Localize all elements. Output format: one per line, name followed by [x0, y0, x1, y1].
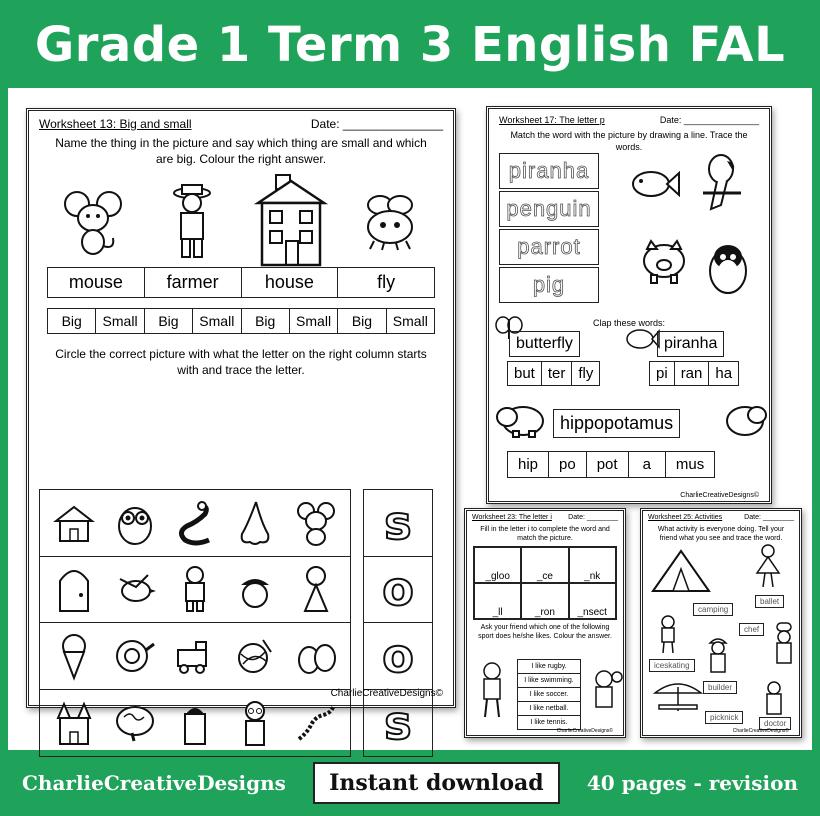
syllable: but — [508, 362, 542, 385]
acorn-icon — [234, 563, 276, 615]
footer — [0, 750, 820, 816]
syllable: mus — [675, 456, 705, 473]
credit: CharlieCreativeDesigns© — [680, 492, 759, 499]
date-field: Date: _______________ — [310, 117, 443, 131]
pig-icon — [637, 239, 691, 285]
boy-basketball-icon — [585, 669, 623, 725]
trace-letter: o — [364, 623, 432, 690]
word-grid — [473, 546, 617, 620]
trace-word: pig — [499, 267, 599, 303]
option-big: Big — [338, 309, 386, 333]
picnic-icon — [653, 681, 703, 717]
sport-option: I like rugby. — [518, 660, 580, 674]
word-cell: _ll — [474, 583, 521, 619]
chef-icon — [771, 623, 797, 667]
option-small: Small — [392, 313, 428, 329]
sport-option: I like swimming. — [518, 674, 580, 688]
snake-icon — [174, 497, 216, 549]
word-cell: _ce — [521, 547, 568, 583]
worksheet-25 — [640, 508, 802, 738]
trace-letter: s — [364, 490, 432, 557]
syllable: a — [629, 452, 666, 477]
word-row — [47, 267, 435, 298]
syllable: pi — [650, 362, 675, 385]
word-cell: mouse — [48, 268, 145, 297]
date-field: Date: ________ — [744, 514, 794, 521]
owl-icon — [114, 497, 156, 549]
fly-icon — [355, 181, 425, 261]
grid-row — [40, 623, 350, 690]
word-butterfly: butterfly — [516, 335, 573, 352]
icecream-icon — [53, 630, 95, 682]
bird-icon — [114, 563, 156, 615]
option-small: Small — [96, 309, 144, 333]
clap-instruction: Clap these words: — [592, 318, 666, 328]
mouse-icon — [58, 181, 128, 261]
train-icon — [174, 630, 216, 682]
instruction: Name the thing in the picture and say which thing are small and which are big. Colour the right answer. — [55, 136, 427, 166]
option-big: Big — [145, 309, 193, 333]
instruction: Circle the correct picture with what the letter on the right column starts with and trace the letter. — [55, 347, 427, 377]
grandmother-icon — [234, 697, 276, 749]
brand-name: CharlieCreativeDesigns — [22, 771, 286, 795]
label-iceskating: iceskating — [649, 659, 695, 672]
word-cell: _nk — [569, 547, 616, 583]
word-box — [553, 409, 680, 438]
instant-download-badge: Instant download — [313, 762, 560, 804]
instruction: What activity is everyone doing. Tell your friend what you see and trace the word. — [657, 526, 785, 542]
house-icon — [256, 181, 326, 261]
word-cell: _gloo — [474, 547, 521, 583]
girl-tennis-icon — [473, 661, 511, 721]
house-icon — [53, 497, 95, 549]
yarn-icon — [234, 630, 276, 682]
grid-row — [40, 557, 350, 624]
option-small: Small — [290, 309, 338, 333]
syllable: ha — [715, 365, 733, 382]
builder-icon — [705, 635, 731, 679]
word-cell: house — [242, 268, 339, 297]
label-doctor: doctor — [759, 717, 791, 730]
fish-icon — [629, 167, 679, 201]
word-cell: _ron — [521, 583, 568, 619]
trace-word: parrot — [499, 229, 599, 265]
sport-option: I like soccer. — [518, 688, 580, 702]
mouse-icon — [295, 497, 337, 549]
trace-letter: o — [364, 557, 432, 624]
doctor-icon — [761, 681, 787, 717]
syllable: fly — [578, 365, 594, 382]
sport-option: I like tennis. — [530, 719, 568, 726]
word-piranha: piranha — [664, 335, 718, 352]
syllable-row — [649, 361, 739, 386]
worksheet-17 — [486, 106, 772, 504]
date-field: Date: ________ — [568, 514, 618, 521]
label-ballet: ballet — [755, 595, 784, 608]
syllable-row — [507, 451, 715, 478]
word-cell: farmer — [145, 268, 242, 297]
fish-icon — [625, 327, 659, 351]
worksheet-heading: Worksheet 25: Activities — [648, 514, 723, 521]
credit: CharlieCreativeDesigns© — [330, 688, 443, 699]
castle-icon — [53, 697, 95, 749]
hippo-icon — [723, 399, 769, 439]
nose-icon — [234, 497, 276, 549]
picture-row — [29, 169, 453, 265]
sport-option: I like netball. — [518, 702, 580, 716]
option-small: Small — [193, 309, 241, 333]
page-count: 40 pages - revision — [586, 771, 798, 795]
skater-icon — [655, 615, 681, 655]
sport-list — [517, 659, 581, 730]
word-hippopotamus: hippopotamus — [560, 413, 674, 433]
date-field: Date: _______________ — [659, 115, 759, 125]
instruction: Match the word with the picture by drawing a line. Trace the words. — [510, 130, 748, 152]
door-icon — [53, 563, 95, 615]
worksheet-13 — [26, 108, 456, 750]
penguin-icon — [705, 237, 751, 297]
label-picknick: picknick — [705, 711, 743, 724]
instruction: Fill in the letter i to complete the word and match the picture. — [480, 526, 610, 542]
worksheet-23 — [464, 508, 626, 738]
hippo-icon — [495, 399, 547, 439]
label-chef: chef — [739, 623, 764, 636]
boy-icon — [174, 563, 216, 615]
instruction: Ask your friend which one of the following sport does he/she likes. Colour the answer. — [478, 624, 612, 640]
word-cell: fly — [377, 272, 396, 292]
salt-shaker-icon — [174, 697, 216, 749]
trace-letter: s — [384, 695, 412, 750]
worksheet-heading: Worksheet 23: The letter i — [472, 514, 552, 521]
rope-icon — [295, 697, 337, 749]
option-big: Big — [48, 309, 96, 333]
eggs-icon — [295, 630, 337, 682]
syllable: po — [549, 452, 587, 477]
syllable: pot — [587, 452, 629, 477]
syllable: ter — [542, 362, 573, 385]
word-box — [657, 331, 724, 357]
picture-grid — [39, 489, 351, 757]
farmer-icon — [157, 181, 227, 261]
worksheet-heading: Worksheet 13: Big and small — [39, 117, 192, 131]
label-camping: camping — [693, 603, 733, 616]
tent-icon — [649, 545, 713, 595]
brain-icon — [114, 697, 156, 749]
big-small-row — [47, 308, 435, 334]
ballerina-icon — [753, 543, 783, 589]
ham-icon — [114, 630, 156, 682]
syllable: ran — [675, 362, 710, 385]
word-box — [509, 331, 580, 357]
trace-word: penguin — [499, 191, 599, 227]
credit: CharlieCreativeDesigns© — [556, 728, 613, 734]
syllable: hip — [508, 452, 549, 477]
syllable-row — [507, 361, 600, 386]
grid-row — [40, 490, 350, 557]
grid-row — [40, 690, 350, 757]
girl-icon — [295, 563, 337, 615]
content-panel — [8, 88, 812, 750]
page-title: Grade 1 Term 3 English FAL — [34, 17, 786, 73]
option-big: Big — [242, 309, 290, 333]
credit: CharlieCreativeDesigns© — [732, 728, 789, 734]
letter-column — [363, 489, 433, 757]
word-cell: _nsect — [569, 583, 616, 619]
worksheet-heading: Worksheet 17: The letter p — [499, 115, 605, 125]
parrot-icon — [697, 147, 747, 213]
label-builder: builder — [703, 681, 737, 694]
trace-word: piranha — [499, 153, 599, 189]
